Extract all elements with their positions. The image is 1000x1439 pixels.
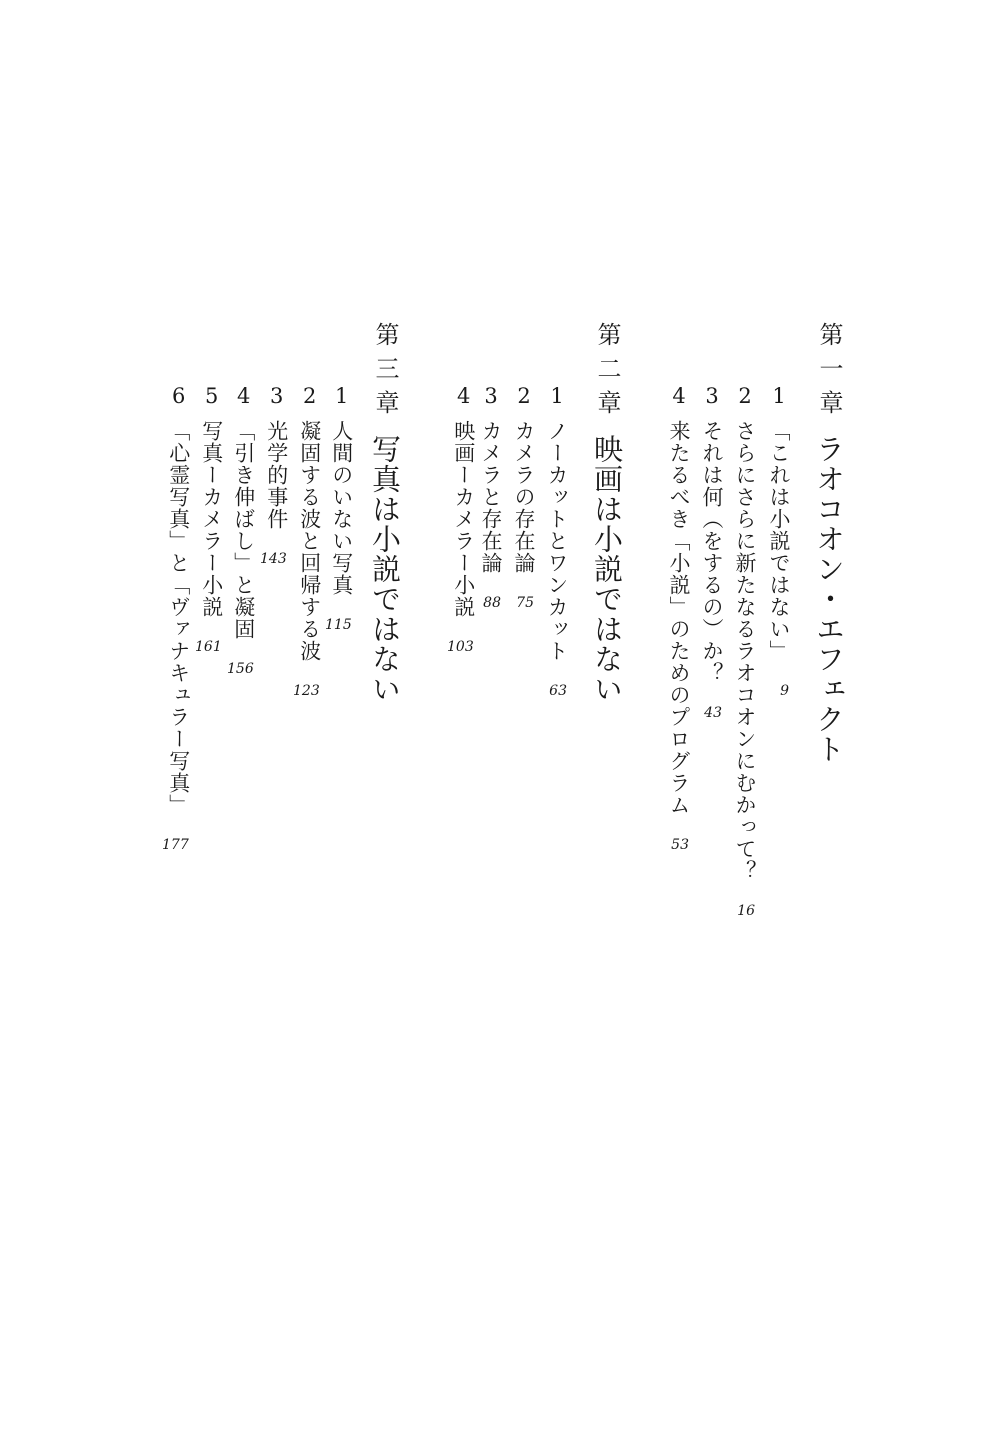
section-number: 3 <box>700 384 724 408</box>
section-number: 4 <box>451 384 476 408</box>
chapter-title: ラオコオン・エフェクト <box>812 434 846 764</box>
section-title: 「引き伸ばし」と凝固 <box>231 420 256 640</box>
page-number: 16 <box>737 903 755 919</box>
section-number: 4 <box>231 384 256 408</box>
section-number: 1 <box>545 384 569 408</box>
toc-entry[interactable] <box>480 384 501 610</box>
page-number: 75 <box>516 595 534 611</box>
section-number: 2 <box>297 384 322 408</box>
section-title: 光学的事件 <box>264 420 289 530</box>
page-number: 161 <box>195 639 222 655</box>
section-title: カメラの存在論 <box>512 420 536 574</box>
toc-entry[interactable] <box>227 384 254 676</box>
toc-entry[interactable] <box>513 384 534 610</box>
toc-entry[interactable] <box>162 384 189 852</box>
page-number: 156 <box>227 661 254 677</box>
section-number: 2 <box>733 384 757 408</box>
chapter-number: 第二章 <box>593 322 621 424</box>
toc-entry[interactable] <box>325 384 352 632</box>
section-number: 6 <box>166 384 191 408</box>
section-title: さらにさらに新たなるラオコオンにむかって？ <box>733 420 757 882</box>
section-number: 4 <box>667 384 691 408</box>
toc-entry[interactable] <box>293 384 320 698</box>
toc-entry[interactable] <box>768 384 789 698</box>
section-title: 写真ーカメラー小説 <box>199 420 224 618</box>
chapter-heading-3 <box>368 322 402 704</box>
toc-entry[interactable] <box>447 384 474 654</box>
section-number: 3 <box>264 384 289 408</box>
section-title: 映画ーカメラー小説 <box>451 420 476 618</box>
section-number: 3 <box>479 384 503 408</box>
page-number: 177 <box>162 837 189 853</box>
toc-entry[interactable] <box>260 384 287 566</box>
page-number: 115 <box>325 617 352 633</box>
toc-entry[interactable] <box>546 384 567 698</box>
chapter-number: 第三章 <box>371 322 399 424</box>
chapter-heading-1 <box>812 322 846 764</box>
section-title: 人間のいない写真 <box>329 420 354 596</box>
page-number: 143 <box>260 551 287 567</box>
toc-entry[interactable] <box>668 384 689 852</box>
section-title: 凝固する波と回帰する波 <box>297 420 322 662</box>
page-number: 63 <box>549 683 567 699</box>
page-number: 9 <box>780 683 789 699</box>
chapter-title: 映画は小説ではない <box>590 434 624 704</box>
section-title: 来たるべき「小説」のためのプログラム <box>667 420 691 816</box>
page-number: 53 <box>671 837 689 853</box>
section-number: 1 <box>329 384 354 408</box>
section-title: カメラと存在論 <box>479 420 503 574</box>
section-title: ノーカットとワンカット <box>545 420 569 662</box>
page-number: 123 <box>293 683 320 699</box>
chapter-heading-2 <box>590 322 624 704</box>
section-title: 「これは小説ではない」 <box>767 420 791 662</box>
toc-entry[interactable] <box>734 384 755 918</box>
section-number: 1 <box>767 384 791 408</box>
section-number: 2 <box>512 384 536 408</box>
page-number: 88 <box>483 595 501 611</box>
section-number: 5 <box>199 384 224 408</box>
page-number: 103 <box>447 639 474 655</box>
toc-entry[interactable] <box>701 384 722 720</box>
chapter-title: 写真は小説ではない <box>368 434 402 704</box>
chapter-number: 第一章 <box>815 322 843 424</box>
section-title: それは何（をするの）か？ <box>700 420 724 684</box>
page-number: 43 <box>704 705 722 721</box>
toc-entry[interactable] <box>195 384 222 654</box>
section-title: 「心霊写真」と「ヴァナキュラー写真」 <box>166 420 191 816</box>
